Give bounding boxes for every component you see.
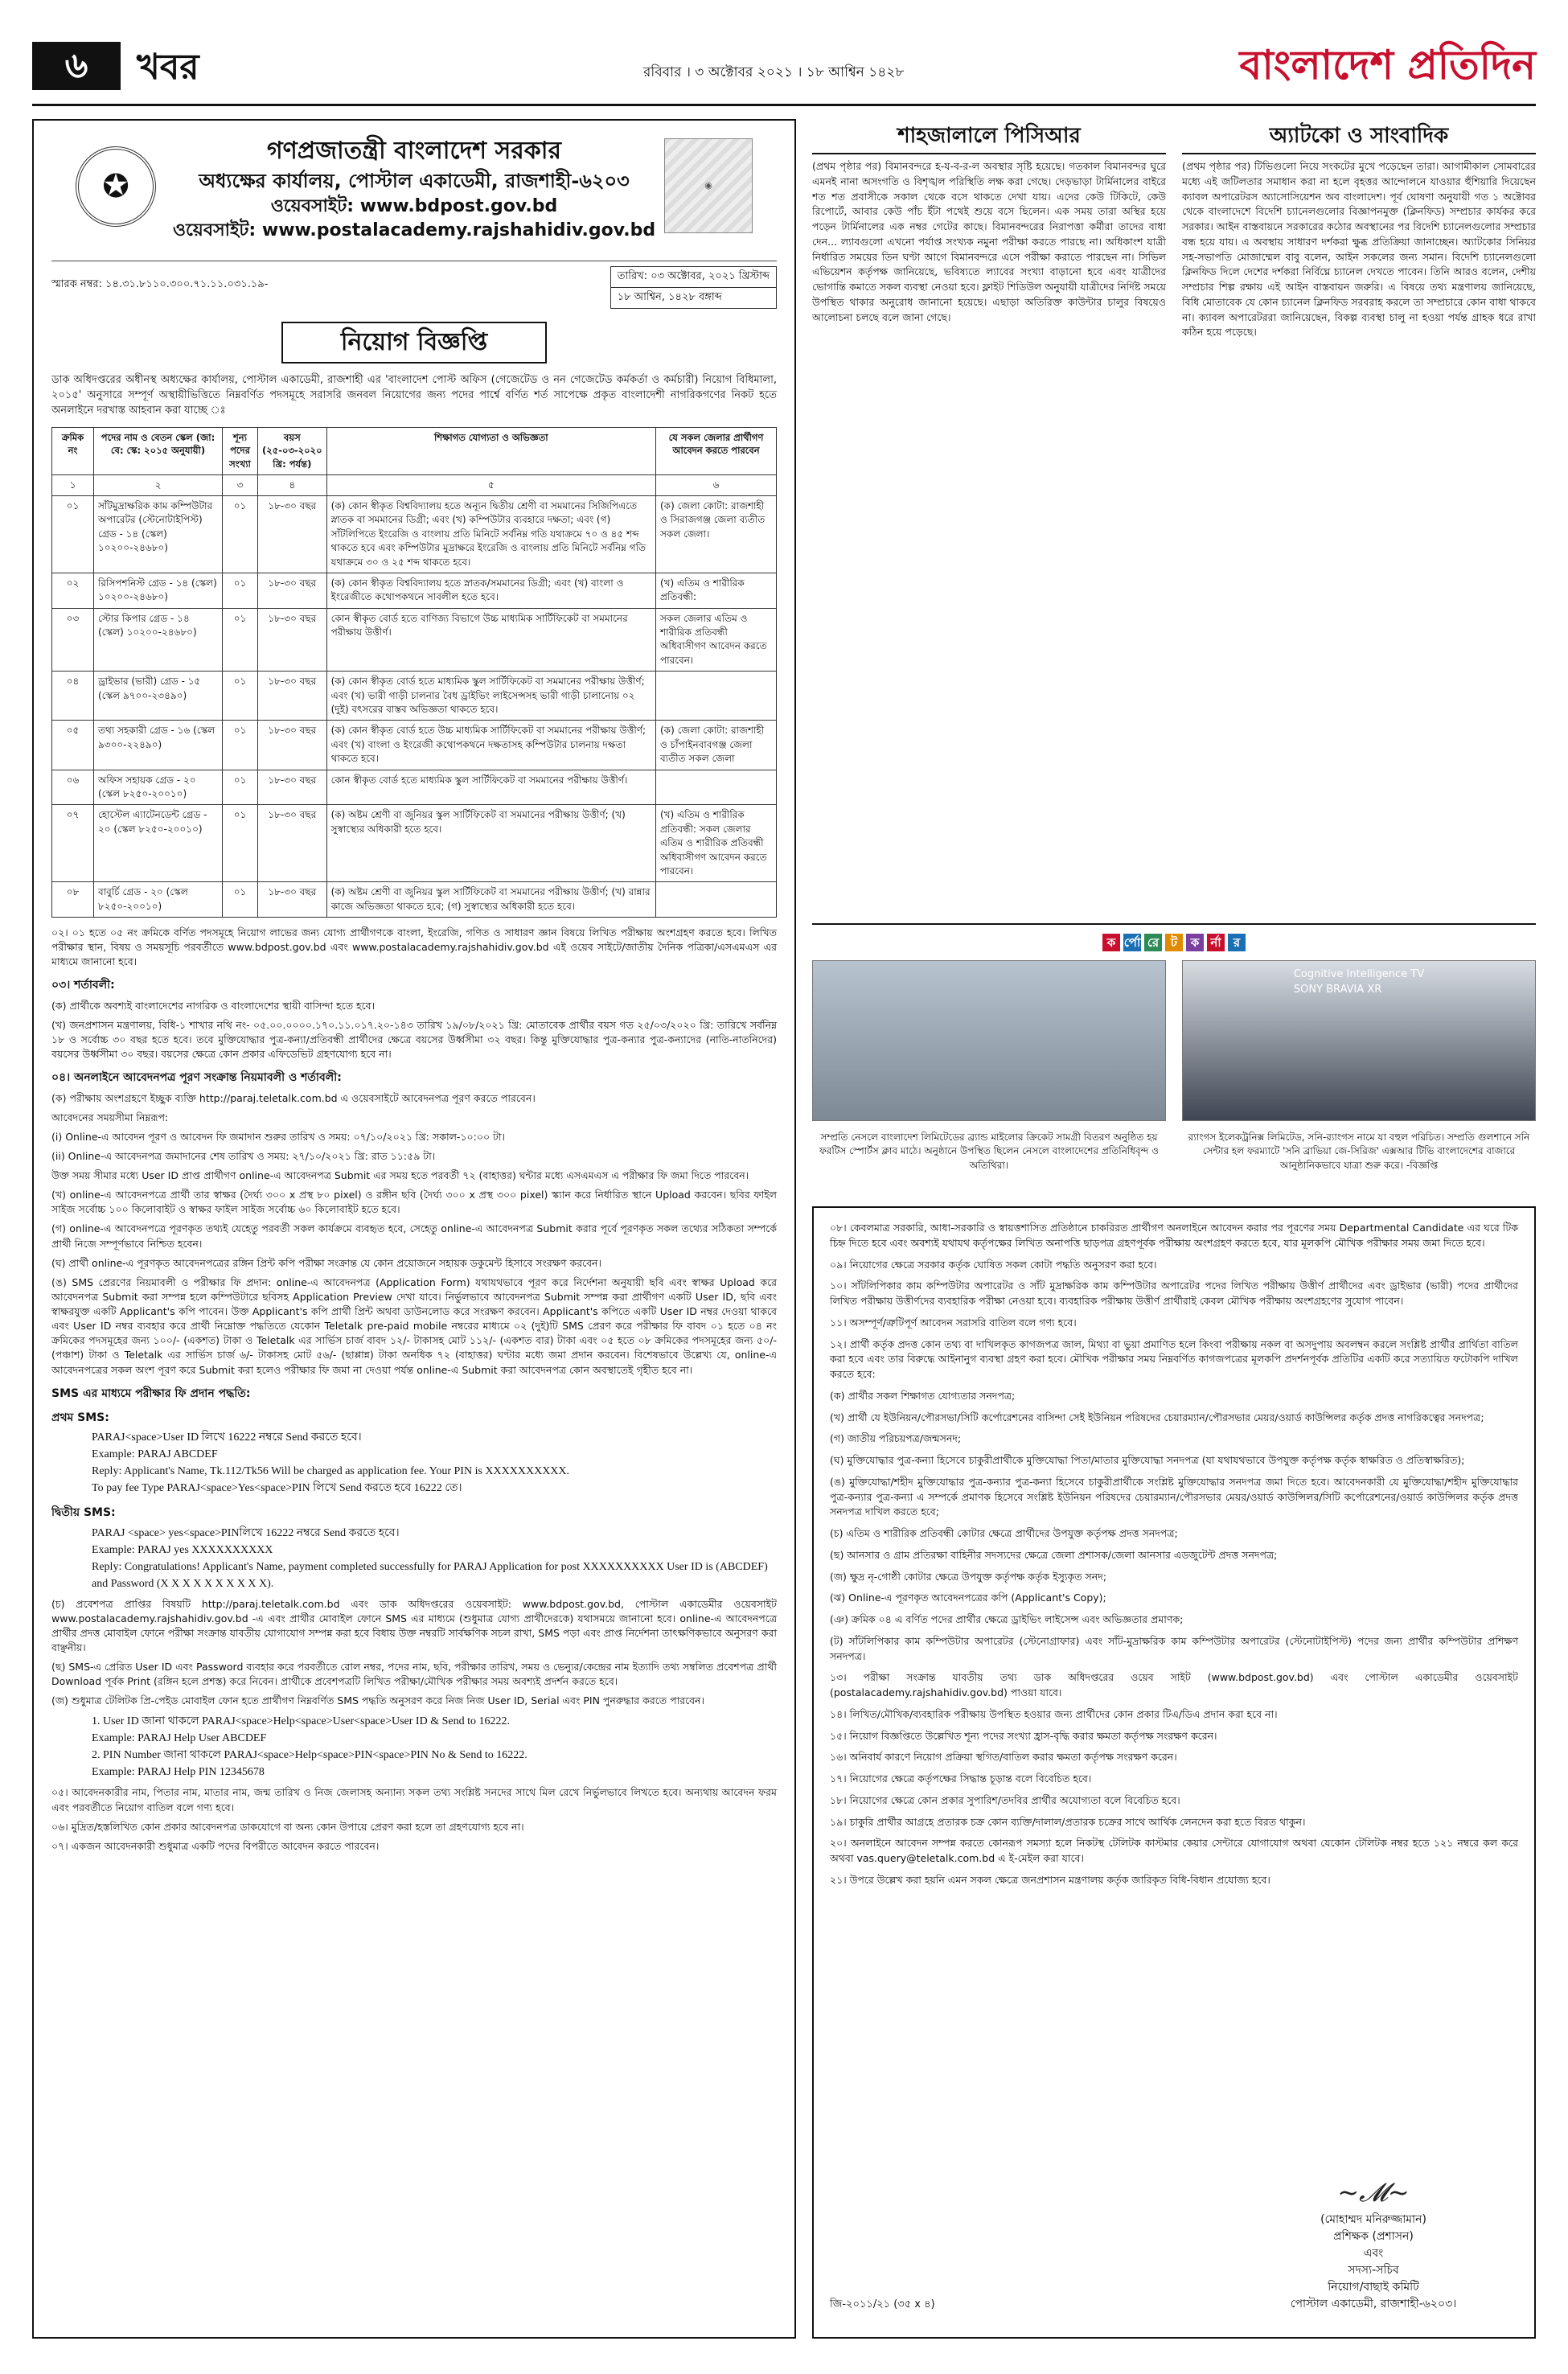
term-item: ১৬। অনিবার্য কারণে নিয়োগ প্রক্রিয়া স্থগিত/বাতিল করার ক্ষমতা কর্তৃপক্ষ সংরক্ষণ করেন।: [830, 1751, 1177, 1764]
term-item: ১৮। নিয়োগের ক্ষেত্রে কোন প্রকার সুপারিশ/তদবির প্রার্থীর অযোগ্যতা বলে বিবেচিত হবে।: [830, 1793, 1180, 1806]
recover-line: 2. PIN Number জানা থাকলে PARAJ<space>Help<space>PIN<space>PIN No & Send to 16222.: [92, 1749, 527, 1762]
table-cell-age: ১৮-৩০ বছর: [258, 882, 327, 918]
mujib-portrait-icon: ◉: [664, 138, 753, 233]
date-gregorian: ০৩ অক্টোবর, ২০২১ খ্রিস্টাব্দ: [651, 270, 770, 282]
sms-second-line: Example: PARAJ yes XXXXXXXXXX: [92, 1543, 273, 1556]
corporate-corner-letter: রে: [1144, 934, 1162, 951]
table-cell-count: ০১: [223, 573, 258, 608]
sms-first-line: PARAJ<space>User ID লিখে 16222 নম্বরে Send করতে হবে।: [92, 1431, 362, 1444]
term-item: ২১। উপরে উল্লেখ করা হয়নি এমন সকল ক্ষেত্রে জনপ্রশাসন মন্ত্রণালয় কর্তৃক জারিকৃত বিধি-বিধান প্রযোজ্য হবে।: [830, 1873, 1270, 1886]
para-04-c: (গ) online-এ আবেদনপত্রে পূরণকৃত তথ্যই যেহেতু পরবর্তী সকল কার্যক্রমে ব্যবহৃত হবে, সেহেতু online-এ আবেদনপত্র Submit করার পূর্বে পূরণকৃত সকল তথ্যের সঠিকতা সম্পর্কে প্রার্থী নিজে সম্পূর্ণভাবে নিশ্চিত হবেন।: [51, 1222, 777, 1250]
col-serial: ক্রমিক নং: [52, 427, 94, 474]
col-number: ৬: [656, 474, 777, 495]
notice-title: নিয়োগ বিজ্ঞপ্তি: [281, 322, 547, 363]
para-04-g: (ছ) SMS-এ প্রেরিত User ID এবং Password ব্যবহার করে পরবর্তীতে রোল নম্বর, পদের নাম, ছবি, পরীক্ষার তারিখ, সময় ও ভেন্যুর/কেন্দ্রের নাম ইত্যাদি তথ্য সম্বলিত প্রবেশপত্র প্রার্থী Download পূর্বক Print (রঙ্গিন হলে প্রশস্ত) করে নিবেন। প্রার্থীকে প্রবেশপত্রটি লিখিত পরীক্ষা/মৌখিক পরীক্ষার সময় অবশ্যই প্রদর্শন করতে হবে।: [51, 1661, 777, 1688]
government-seal-icon: ✪: [76, 146, 156, 227]
para-03-a: (ক) প্রার্থীকে অবশ্যই বাংলাদেশের নাগরিক ও বাংলাদেশের স্থায়ী বাসিন্দা হতে হবে।: [51, 999, 376, 1012]
signer-title: প্রশিক্ষক (প্রশাসন): [1333, 2230, 1414, 2243]
table-row: [52, 721, 777, 770]
para-04-a: (ক) পরীক্ষায় অংশগ্রহণে ইচ্ছুক ব্যক্তি http://paraj.teletalk.com.bd এ ওয়েবসাইটে আবেদনপত্র পূরণ করতে পারবেন।: [51, 1091, 536, 1104]
sms-second-line: Reply: Congratulations! Applicant's Name, payment completed successfully for PARAJ Application for post XXXXXXXXXX User ID is (ABCDEF) and Password (X X X X X X X X X X).: [92, 1560, 768, 1590]
news-column-atco: [1182, 119, 1536, 915]
photo-banner-text: Cognitive Intelligence TV: [1293, 968, 1425, 980]
photo-caption: সম্প্রতি নেসলে বাংলাদেশ লিমিটেডের ব্র্যান্ড মাইলোর ক্রিকেট সামগ্রী বিতরণ অনুষ্ঠিত হয় ফরটিস স্পোর্টস ক্লাব মাঠে। অনুষ্ঠানে উপস্থিত ছিলেন নেসলে বাংলাদেশের প্রতিনিধিবৃন্দ ও অতিথিরা।: [819, 1132, 1159, 1171]
table-cell-qual: (ক) কোন স্বীকৃত বোর্ড হতে মাধ্যমিক স্কুল সার্টিফিকেট বা সমমানের পরীক্ষায় উত্তীর্ণ; এবং (খ) ভারী গাড়ী চালনার বৈধ ড্রাইভিং লাইসেন্সসহ ভারী গাড়ী চালানোয় ০২ (দুই) বৎসরের বাস্তব অভিজ্ঞতা থাকতে হবে।: [326, 672, 655, 721]
notice-terms-continued: [812, 1206, 1536, 2339]
table-cell-post: স্টোর কিপার গ্রেড - ১৪ (স্কেল) ১০২০০-২৪৬৮০): [94, 608, 223, 672]
para-03-heading: ০৩। শর্তাবলী:: [51, 979, 115, 992]
table-cell-sl: ০৫: [52, 721, 94, 770]
signature-block: [1245, 2173, 1502, 2313]
para-04-heading: ০৪। অনলাইনে আবেদনপত্র পূরণ সংক্রান্ত নিয়মাবলী ও শর্তাবলী:: [51, 1071, 342, 1085]
posts-table: [51, 427, 777, 918]
office-name: অধ্যক্ষের কার্যালয়, পোস্টাল একাডেমী, রাজশাহী-৬২০৩: [199, 170, 630, 192]
corporate-corner-letter: র্পো: [1123, 935, 1141, 950]
signature-icon: ~𝓜~: [1337, 2177, 1410, 2208]
corporate-corner: [812, 923, 1536, 1197]
table-cell-count: ০১: [223, 805, 258, 882]
term-item: (জ) ক্ষুদ্র নৃ-গোষ্ঠী কোটার ক্ষেত্রে উপযুক্ত কর্তৃপক্ষ কর্তৃক ইস্যুকৃত সনদ;: [830, 1570, 1107, 1583]
table-row: [52, 770, 777, 805]
table-cell-district: (ক) জেলা কোটা: রাজশাহী ও সিরাজগঞ্জ জেলা ব্যতীত সকল জেলা।: [656, 495, 777, 573]
sms-first-heading: প্রথম SMS:: [51, 1411, 109, 1424]
recruitment-notice: [32, 119, 796, 2339]
recover-line: 1. User ID জানা থাকলে PARAJ<space>Help<space>User<space>User ID & Send to 16222.: [92, 1715, 510, 1728]
news-column-pcr: [812, 119, 1166, 915]
term-item: ০৮। কেবলমাত্র সরকারি, আধা-সরকারি ও স্বায়ত্তশাসিত প্রতিষ্ঠানে চাকরিরত প্রার্থীগণ অনলাইনে আবেদন করার পর পূরণের সময় Departmental Candidate এর ঘরে টিক চিহ্ন দিতে হবে এবং অবশ্যই যথাযথ কর্তৃপক্ষের লিখিত অনাপত্তি ছাড়পত্র গ্রহণপূর্বক পরীক্ষায় অংশগ্রহণ করতে হবে, যার মূলকপি মৌখিক পরীক্ষার সময় জমা দিতে হবে।: [830, 1222, 1518, 1249]
sms-second-line: PARAJ <space> yes<space>PINলিখে 16222 নম্বরে Send করতে হবে।: [92, 1526, 400, 1539]
corporate-corner-letter: র্না: [1207, 934, 1225, 951]
table-row: [52, 805, 777, 882]
table-cell-count: ০১: [223, 721, 258, 770]
photo-nestle-event: [812, 960, 1166, 1121]
gd-number: জি-২০১১/২১ (৩৫ x ৪): [830, 2298, 935, 2311]
term-item: (ছ) আনসার ও গ্রাম প্রতিরক্ষা বাহিনীর সদস্যদের ক্ষেত্রে জেলা প্রশাসক/জেলা আনসার এডজুটেন্ট প্রদত্ত সনদপত্র;: [830, 1548, 1278, 1561]
col-district: যে সকল জেলার প্রার্থীগণ আবেদন করতে পারবেন: [656, 427, 777, 474]
news-body: (প্রথম পৃষ্ঠার পর) বিমানবন্দরে হ-য-ব-র-ল অবস্থার সৃষ্টি হয়েছে। গতকাল বিমানবন্দর ঘুরে এমনই নানা অসংগতি ও বিশৃঙ্খল পরিস্থিতি লক্ষ করা গেছে। দেড়ভাড়া টার্মিনালের বাইরে শত শত প্রবাসীকে সকাল থেকে বসে থাকতে দেখা যায়। এদের কেউ টিকিটে, কেউ রিপোর্টে, আবার কেউ পাঁচ ইঁটা পথেই শুয়ে বসে ছিলেন। এক সময় তারা অস্থির হয়ে পড়েন টার্মিনালের এক নম্বর গেটের কাছে। বিমানবন্দরের নিরাপত্তা কর্মীরা তাদের বাধা দেন... ল্যাবগুলো এখনো পর্যাপ্ত সংখ্যক নমুনা পরীক্ষা করতে পারছে না। অধিকাংশ যাত্রী নির্ধারিত সময়ের তিন ঘণ্টা আগে বিমানবন্দরে এসে পরীক্ষা করাতে পারছেন না। সিভিল এভিয়েশন কর্তৃপক্ষ জানিয়েছে, ভবিষ্যতে ল্যাবের সংখ্যা বাড়ানো হবে এবং যাত্রীদের ভোগান্তি কমাতে সকল ব্যবস্থা নেওয়া হবে। ফ্লাইট শিডিউল অনুযায়ী যাত্রীদের নির্দিষ্ট সময়ে উপস্থিত থাকার অনুরোধ জানানো হয়েছে। এছাড়া অতিরিক্ত কাউন্টার চালুর বিষয়েও আলোচনা চলছে বলে জানা গেছে।: [812, 160, 1166, 323]
recover-line: Example: PARAJ Help User ABCDEF: [92, 1732, 267, 1745]
photo-brand-text: SONY BRAVIA XR: [1293, 983, 1382, 996]
table-cell-count: ০১: [223, 672, 258, 721]
col-qualification: শিক্ষাগত যোগ্যতা ও অভিজ্ঞতা: [326, 427, 655, 474]
term-item: ১৪। লিখিত/মৌখিক/ব্যবহারিক পরীক্ষায় উপস্থিত হওয়ার জন্য প্রার্থীদের কোন প্রকার টিএ/ডিএ প্রদান করা হবে না।: [830, 1707, 1278, 1720]
sms-heading: SMS এর মাধ্যমে পরীক্ষার ফি প্রদান পদ্ধতি:: [51, 1386, 251, 1400]
date-bengali: ১৮ আশ্বিন, ১৪২৮ বঙ্গাব্দ: [617, 290, 722, 303]
sms-first-line: Example: PARAJ ABCDEF: [92, 1448, 218, 1461]
term-item: ২০। অনলাইনে আবেদন সম্পন্ন করতে কোনরূপ সমস্যা হলে নিকটস্থ টেলিটক কাস্টমার কেয়ার সেন্টারে যোগাযোগ অথবা যেকোন টেলিটক নম্বর হতে ১২১ নম্বরে কল করে অথবা vas.query@teletalk.com.bd এ ই-মেইল করা যাবে।: [830, 1837, 1518, 1864]
table-cell-sl: ০৩: [52, 608, 94, 672]
recover-line: Example: PARAJ Help PIN 12345678: [92, 1766, 265, 1779]
para-04-b: (খ) online-এ আবেদনপত্রে প্রার্থী তার স্বাক্ষর (দৈর্ঘ্য ৩০০ x প্রস্থ ৮০ pixel) ও রঙ্গীন ছবি (দৈর্ঘ্য ৩০০ x প্রস্থ ৩০০ pixel) স্ক্যান করে নির্ধারিত স্থানে Upload করবেন। ছবির ফাইল সাইজ সর্বোচ্চ ১০০ কিলোবাইট ও স্বাক্ষর ফাইল সাইজ সর্বোচ্চ ৬০ কিলোবাইট হতে হবে।: [51, 1189, 777, 1216]
table-cell-district: সকল জেলার এতিম ও শারীরিক প্রতিবন্ধী অধিবাসীগণ আবেদন করতে পারবেন।: [656, 608, 777, 672]
section-name: খবর: [137, 47, 199, 88]
application-start: (i) Online-এ আবেদন পূরণ ও আবেদন ফি জমাদান শুরুর তারিখ ও সময়: ০৭/১০/২০২১ খ্রি: সকাল-১০:০০ টা।: [51, 1130, 505, 1143]
term-item: (ঙ) মুক্তিযোদ্ধা/শহীদ মুক্তিযোদ্ধার পুত্র-কন্যার পুত্র-কন্যা হিসেবে চাকুরীপ্রার্থীকে সংশ্লিষ্ট মুক্তিযোদ্ধার সনদপত্র জমা দিতে হবে। আবেদনকারী যে মুক্তিযোদ্ধা/শহীদ মুক্তিযোদ্ধার পুত্র-কন্যার পুত্র-কন্যা এ সম্পর্কে প্রমাণক হিসেবে সংশ্লিষ্ট ইউনিয়ন পরিষদের চেয়ারম্যান/পৌরসভার মেয়র/ওয়ার্ড কাউন্সিলর/সিটি কর্পোরেশনের/ওয়ার্ড কাউন্সিলর কর্তৃক প্রদত্ত সনদপত্র দাখিল করতে হবে;: [830, 1475, 1518, 1518]
table-row: [52, 882, 777, 918]
table-cell-district: (ক) জেলা কোটা: রাজশাহী ও চাঁপাইনবাবগঞ্জ জেলা ব্যতীত সকল জেলা: [656, 721, 777, 770]
table-cell-age: ১৮-৩০ বছর: [258, 495, 327, 573]
photo-sony-launch: [1182, 960, 1536, 1121]
table-cell-sl: ০৭: [52, 805, 94, 882]
col-number: ৫: [326, 474, 655, 495]
table-cell-post: বাবুর্চি গ্রেড - ২০ (স্কেল ৮২৫০-২০০১০): [94, 882, 223, 918]
table-cell-post: সাঁটমুদ্রাক্ষরিক কাম কম্পিউটার অপারেটর (স্টেনোটাইপিস্ট) গ্রেড - ১৪ (স্কেল) ১০২০০-২৪৬৮০): [94, 495, 223, 573]
sms-first-line: Reply: Applicant's Name, Tk.112/Tk56 Will be charged as application fee. Your PIN is XXXXXXXXXX.: [92, 1465, 570, 1478]
newspaper-logo: বাংলাদেশ প্রতিদিন: [1239, 41, 1536, 88]
table-cell-age: ১৮-৩০ বছর: [258, 721, 327, 770]
term-item: (ট) সাঁটলিপিকার কাম কম্পিউটার অপারেটর (স্টেনোগ্রাফার) এবং সাঁট-মুদ্রাক্ষরিক কাম কম্পিউটার অপারেটর (স্টেনোটাইপিস্ট) পদের জন্য প্রার্থীর কম্পিউটার প্রশিক্ষণ সনদপত্র।: [830, 1634, 1518, 1662]
col-number: ১: [52, 474, 94, 495]
table-cell-sl: ০২: [52, 573, 94, 608]
table-cell-sl: ০৮: [52, 882, 94, 918]
table-cell-qual: (ক) কোন স্বীকৃত বিশ্ববিদ্যালয় হতে অন্যূন দ্বিতীয় শ্রেণী বা সমমানের সিজিপিএতে স্নাতক বা সমমানের ডিগ্রী; এবং (খ) কম্পিউটার ব্যবহারে দক্ষতা; এবং (গ) সাঁটলিপিতে ইংরেজি ও বাংলায় প্রতি মিনিটে সর্বনিম্ন গতি যথাক্রমে ৭০ ও ৪৫ শব্দ থাকতে হবে এবং কম্পিউটার মুদ্রাক্ষরে ইংরেজি ও বাংলায় প্রতি মিনিটে সর্বনিম্ন গতি যথাক্রমে ৩০ ও ২৫ শব্দ থাকতে হবে।: [326, 495, 655, 573]
table-cell-sl: ০৬: [52, 770, 94, 805]
para-02: ০২। ০১ হতে ০৫ নং ক্রমিকে বর্ণিত পদসমূহে নিয়োগ লাভের জন্য যোগ্য প্রার্থীগণকে বাংলা, ইংরেজি, গণিত ও সাধারণ জ্ঞান বিষয়ে লিখিত পরীক্ষায় অংশগ্রহণ করতে হবে। লিখিত পরীক্ষার স্থান, বিষয় ও সময়সূচি পরবর্তীতে www.bdpost.gov.bd এবং www.postalacademy.rajshahidiv.gov.bd এই ওয়েব সাইটে/জাতীয় দৈনিক পত্রিকা/এসএমএস এর মাধ্যমে জানানো হবে।: [51, 926, 777, 968]
table-cell-post: রিসিপশনিস্ট গ্রেড - ১৪ (স্কেল) ১০২০০-২৪৬৮০): [94, 573, 223, 608]
term-item: ১৭। নিয়োগের ক্ষেত্রে কর্তৃপক্ষের সিদ্ধান্ত চূড়ান্ত বলে বিবেচিত হবে।: [830, 1772, 1092, 1785]
term-item: (ঝ) Online-এ পূরণকৃত আবেদনপত্রের কপি (Applicant's Copy);: [830, 1592, 1106, 1604]
publication-date: রবিবার । ৩ অক্টোবর ২০২১ । ১৮ আশ্বিন ১৪২৮: [643, 64, 905, 80]
corporate-corner-letter: ক: [1102, 934, 1120, 951]
table-cell-count: ০১: [223, 882, 258, 918]
col-post: পদের নাম ও বেতন স্কেল (জা: বে: স্কে: ২০১৫ অনুযায়ী): [94, 427, 223, 474]
table-row: [52, 608, 777, 672]
sms-first-line: To pay fee Type PARAJ<space>Yes<space>PIN লিখে Send করতে হবে 16222 তে।: [92, 1482, 462, 1495]
memo-number: স্মারক নম্বর: ১৪.৩১.৮১১০.৩০০.৭১.১১.০৩১.১৯-: [51, 278, 269, 290]
photo-caption: র‍্যাংগস ইলেকট্রনিক্স লিমিটেড, সনি-র‍্যাংগস নামে যা বহুল পরিচিত। সম্প্রতি গুলশানে সনি সেন্টার হল ফরম্যাটে 'সনি ব্রাভিয়া জে-সিরিজ' এক্সআর টিভি বাংলাদেশের বাজারে আনুষ্ঠানিকভাবে যাত্রা শুরু করে। -বিজ্ঞপ্তি: [1188, 1132, 1530, 1171]
application-end: (ii) Online-এ আবেদনপত্র জমাদানের শেষ তারিখ ও সময়: ২৭/১০/২০২১ খ্রি: রাত ১১:৫৯ টা।: [51, 1149, 436, 1162]
para-03-b: (খ) জনপ্রশাসন মন্ত্রণালয়, বিধি-১ শাখার নথি নং- ০৫.০০.০০০০.১৭০.১১.০১৭.২০-১৪৩ তারিখ ১৯/০৮/২০২১ খ্রি: মোতাবেক প্রার্থীর বয়স গত ২৫/০৩/২০২০ খ্রি: তারিখে সর্বনিম্ন ১৮ ও সর্বোচ্চ ৩০ বছর হতে হবে। তবে মুক্তিযোদ্ধার পুত্র-কন্যা/প্রতিবন্ধী প্রার্থীদের ক্ষেত্রে বয়সের উর্ধ্বসীমা ৩২ বছর। কিন্তু মুক্তিযোদ্ধার পুত্র-কন্যার পুত্র-কন্যাদের (নাতি-নাতনিদের) বয়সের উর্ধ্বসীমা ৩০ বছর। বয়সের ক্ষেত্রে কোন প্রকার এফিডেভিট গ্রহণযোগ্য হবে না।: [51, 1018, 777, 1061]
para-04-d: (ঘ) প্রার্থী online-এ পূরণকৃত আবেদনপত্রের রঙ্গিন প্রিন্ট কপি পরীক্ষা সংক্রান্ত যে কোন প্রয়োজনে সহায়ক ডকুমেন্ট হিসাবে সংরক্ষণ করবেন।: [51, 1256, 601, 1269]
table-cell-post: তথ্য সহকারী গ্রেড - ১৬ (স্কেল ৯৩০০-২২৪৯০): [94, 721, 223, 770]
term-item: (গ) জাতীয় পরিচয়পত্র/জন্মসনদ;: [830, 1432, 962, 1445]
table-cell-district: [656, 672, 777, 721]
para-04-f: (চ) প্রবেশপত্র প্রাপ্তির বিষয়টি http://paraj.teletalk.com.bd এবং ডাক অধিদপ্তরের ওয়েবসাইট: www.bdpost.gov.bd, পোস্টাল একাডেমীর ওয়েবসাইট www.postalacademy.rajshahidiv.gov.bd -এ এবং প্রার্থীর মোবাইল ফোনে SMS এর মাধ্যমে (শুধুমাত্র যোগ্য প্রার্থীদেরকে) যথাসময়ে জানানো হবে। online-এ আবেদনপত্রে প্রার্থীর প্রদত্ত মোবাইল ফোনে পরীক্ষা সংক্রান্ত যাবতীয় যোগাযোগ সম্পন্ন করা হবে বিধায় উক্ত নম্বরটি সার্বক্ষণিক সচল রাখা, SMS পড়া এবং প্রাপ্ত নির্দেশনা তাৎক্ষণিকভাবে অনুসরণ করা বাঞ্ছনীয়।: [51, 1597, 777, 1653]
table-cell-post: অফিস সহায়ক গ্রেড - ২০ (স্কেল ৮২৫০-২০০১০): [94, 770, 223, 805]
para-04-e: (ঙ) SMS প্রেরণের নিয়মাবলী ও পরীক্ষার ফি প্রদান: online-এ আবেদনপত্র (Application Form) যথাযথভাবে পূরণ করে নির্দেশনা অনুযায়ী ছবি এবং স্বাক্ষর Upload করে আবেদনপত্র Submit করা সম্পন্ন হলে কম্পিউটারে ছবিসহ Application Preview দেখা যাবে। নির্ভুলভাবে আবেদনপত্র Submit সম্পন্ন করা প্রার্থীগণ একটি User ID, ছবি এবং স্বাক্ষরযুক্ত একটি Applicant's কপি পাবেন। উক্ত Applicant's কপি প্রার্থী প্রিন্ট অথবা ডাউনলোড করে সংরক্ষণ করবেন। Applicant's কপিতে একটি User ID নম্বর দেওয়া থাকবে এবং User ID নম্বর ব্যবহার করে প্রার্থী নিম্নোক্ত পদ্ধতিতে যেকোন Teletalk pre-paid mobile নম্বরের মাধ্যমে ০২ (দুই)টি SMS প্রেরণ করে পরীক্ষার ফি বাবদ ০১ হতে ০৪ নং ক্রমিকের পদসমূহের জন্য ১০০/- (একশত) টাকা ও Teletalk এর সার্ভিস চার্জ বাবদ ১২/- টাকাসহ মোট ১১২/- (একশত বার) টাকা এবং ০৫ হতে ০৮ ক্রমিকের পদসমূহের জন্য ৫০/- (পঞ্চাশ) টাকা ও Teletalk এর সার্ভিস চার্জ ৬/- টাকাসহ মোট ৫৬/- (ছাপ্পান্ন) টাকা অনধিক ৭২ (বাহাত্তর) ঘণ্টার মধ্যে জমা প্রদান করবেন। বিশেষভাবে উল্লেখ্য যে, online-এ আবেদনপত্রের সকল অংশ পূরণ করে Submit করা হলেও পরীক্ষার ফি জমা না দেওয়া পর্যন্ত online-এ Submit করা আবেদনপত্র কোন অবস্থাতেই গৃহীত হবে না।: [51, 1275, 777, 1376]
table-cell-district: (খ) এতিম ও শারীরিক প্রতিবন্ধী:: [656, 573, 777, 608]
signer-title: সদস্য-সচিব: [1348, 2264, 1399, 2277]
col-count: শূন্য পদের সংখ্যা: [223, 427, 258, 474]
col-number: ২: [94, 474, 223, 495]
masthead: [32, 32, 1536, 106]
term-item: ১৫। নিয়োগ বিজ্ঞপ্তিতে উল্লেখিত শূন্য পদের সংখ্যা হ্রাস-বৃদ্ধি করার ক্ষমতা কর্তৃপক্ষ সংরক্ষণ করেন।: [830, 1729, 1217, 1742]
col-number: ৩: [223, 474, 258, 495]
signer-and: এবং: [1363, 2247, 1384, 2260]
term-item: ১৩। পরীক্ষা সংক্রান্ত যাবতীয় তথ্য ডাক অধিদপ্তরের ওয়েব সাইট (www.bdpost.gov.bd) এবং পোস্টাল একাডেমীর ওয়েবসাইট (postalacademy.rajshahidiv.gov.bd) পাওয়া যাবে।: [830, 1671, 1518, 1698]
term-item: (চ) এতিম ও শারীরিক প্রতিবন্ধী কোটার ক্ষেত্রে প্রার্থীদের উপযুক্ত কর্তৃপক্ষ প্রদত্ত সনদপত্র;: [830, 1527, 1178, 1539]
corporate-corner-letter: ক: [1186, 934, 1204, 951]
sms-second-heading: দ্বিতীয় SMS:: [51, 1506, 116, 1520]
website-primary: ওয়েবসাইট: www.bdpost.gov.bd: [270, 196, 558, 216]
table-cell-qual: (ক) কোন স্বীকৃত বোর্ড হতে উচ্চ মাধ্যমিক সার্টিফিকেট বা সমমানের পরীক্ষায় উত্তীর্ণ; এবং (খ) বাংলা ও ইংরেজী কথোপকথনে দক্ষতাসহ কম্পিউটার চালনায় দক্ষতা থাকতে হবে।: [326, 721, 655, 770]
table-row: [52, 573, 777, 608]
table-cell-qual: (ক) অষ্টম শ্রেণী বা জুনিয়র স্কুল সার্টিফিকেট বা সমমানের পরীক্ষায় উত্তীর্ণ; (খ) সুস্বাস্থ্যের অধিকারী হতে হবে।: [326, 805, 655, 882]
table-cell-sl: ০১: [52, 495, 94, 573]
table-row: [52, 495, 777, 573]
table-cell-age: ১৮-৩০ বছর: [258, 672, 327, 721]
news-body: (প্রথম পৃষ্ঠার পর) টিভিগুলো নিয়ে সংকটের মুখে পড়েছেন তারা। আগামীকাল সোমবারের মধ্যে এই জটিলতার সমাধান করা না হলে বৃহত্তর আন্দোলনে যাওয়ার হুঁশিয়ারি দিয়েছেন ক্যাবল অপারেটরস অ্যাসোসিয়েশন অব বাংলাদেশ। পূর্ব ঘোষণা অনুযায়ী গত ১ অক্টোবর থেকে বাংলাদেশে বিদেশি চ্যানেলগুলোর বিজ্ঞাপনমুক্ত (ক্লিনফিড) সম্প্রচার কার্যকর করে সরকার। আইন বাস্তবায়নে সরকারের কঠোর অবস্থানের পর বিদেশি চ্যানেলগুলোর সম্প্রচার বন্ধ হয়ে যায়। এ অবস্থায় সাধারণ দর্শকরা ক্ষুব্ধ প্রতিক্রিয়া জানাচ্ছেন। অ্যাটকোর সিনিয়র সহ-সভাপতি মোজাম্মেল বাবু বলেন, আইন সকলের জন্য সমান। বিদেশি চ্যানেলগুলো ক্লিনফিড দিলে দেশের দর্শকরা নির্বিঘ্নে চ্যানেল দেখতে পাবেন। তিনি আরও বলেন, দেশীয় সম্প্রচার শিল্প রক্ষায় এই আইন বাস্তবায়ন জরুরি। এ বিষয়ে তথ্য মন্ত্রণালয় জানিয়েছে, বিধি মোতাবেক যে কোন চ্যানেল ক্লিনফিড সরবরাহ করলে তা সম্প্রচারে কোন বাধা থাকবে না। ক্যাবল অপারেটররা জানিয়েছেন, বিকল্প ব্যবস্থা চালু না হওয়া পর্যন্ত গ্রাহক ধরে রাখা কঠিন হয়ে পড়েছে।: [1182, 160, 1536, 339]
corporate-corner-letter: ট: [1165, 934, 1183, 951]
table-cell-qual: কোন স্বীকৃত বোর্ড হতে মাধ্যমিক স্কুল সার্টিফিকেট বা সমমানের পরীক্ষায় উত্তীর্ণ।: [326, 770, 655, 805]
table-cell-sl: ০৪: [52, 672, 94, 721]
term-item: ১৯। চাকুরি প্রার্থীর আগ্রহে প্রতারক চক্র কোন ব্যক্তি/দালাল/প্রতারক চক্রের সাথে আর্থিক লেনদেন করা হতে বিরত থাকুন।: [830, 1815, 1306, 1828]
table-cell-post: ড্রাইভার (ভারী) গ্রেড - ১৫ (স্কেল ৯৭০০-২৩৪৯০): [94, 672, 223, 721]
table-cell-age: ১৮-৩০ বছর: [258, 770, 327, 805]
date-label: তারিখ:: [617, 270, 648, 282]
table-cell-district: [656, 882, 777, 918]
signer-title: নিয়োগ/বাছাই কমিটি: [1328, 2281, 1419, 2294]
table-cell-district: [656, 770, 777, 805]
col-number: ৪: [258, 474, 327, 495]
page-number: ৬: [32, 42, 121, 90]
term-item: ১১। অসম্পূর্ণ/ত্রুটিপূর্ণ আবেদন সরাসরি বাতিল বলে গণ্য হবে।: [830, 1316, 1077, 1329]
table-cell-age: ১৮-৩০ বছর: [258, 608, 327, 672]
corporate-corner-label: [812, 925, 1536, 957]
user-id-note: উক্ত সময় সীমার মধ্যে User ID প্রাপ্ত প্রার্থীগণ online-এ আবেদনপত্র Submit এর সময় হতে পরবর্তী ৭২ (বাহাত্তর) ঘন্টার মধ্যে এসএমএস এ পরীক্ষার ফি জমা দিতে পারবেন।: [51, 1169, 749, 1182]
news-area: [812, 119, 1536, 1197]
para-06: ০৬। মুদ্রিত/হস্তলিখিত কোন প্রকার আবেদনপত্র ডাকযোগে বা অন্য কোন উপায়ে প্রেরণ করা হলে তা গ্রহণযোগ্য হবে না।: [51, 1820, 524, 1833]
term-item: ১০। সাঁটলিপিকার কাম কম্পিউটার অপারেটর ও সাঁট মুদ্রাক্ষরিক কাম কম্পিউটার অপারেটর পদের লিখিত পরীক্ষায় উত্তীর্ণ প্রার্থীদের এবং ড্রাইভার (ভারী) পদের প্রার্থীদের লিখিত পরীক্ষায় উত্তীর্ণদের ব্যবহারিক পরীক্ষা নেওয়া হবে। ব্যবহারিক পরীক্ষায় উত্তীর্ণ প্রার্থীরাই কেবল মৌখিক পরীক্ষায় অংশগ্রহণের সুযোগ পাবেন।: [830, 1279, 1518, 1307]
table-cell-district: (খ) এতিম ও শারীরিক প্রতিবন্ধী: সকল জেলার এতিম ও শারীরিক প্রতিবন্ধী অধিবাসীগণ আবেদন করতে পারবেন।: [656, 805, 777, 882]
term-item: (ক) প্রার্থীর সকল শিক্ষাগত যোগ্যতার সনদপত্র;: [830, 1389, 1016, 1402]
table-cell-qual: (ক) অষ্টম শ্রেণী বা জুনিয়র স্কুল সার্টিফিকেট বা সমমানের পরীক্ষায় উত্তীর্ণ; (খ) রান্নার কাজে অভিজ্ঞতা থাকতে হবে; (গ) সুস্বাস্থ্যের অধিকারী হতে হবে।: [326, 882, 655, 918]
notice-intro: ডাক অধিদপ্তরের অধীনস্থ অধ্যক্ষের কার্যালয়, পোস্টাল একাডেমী, রাজশাহী এর 'বাংলাদেশ পোস্ট অফিস (গেজেটেড ও নন গেজেটেড কর্মকর্তা ও কর্মচারী) নিয়োগ বিধিমালা, ২০১৫' অনুসারে সম্পূর্ণ অস্থায়ীভিত্তিতে নিম্নবর্ণিত পদসমূহে সরাসরি জনবল নিয়োগের জন্য পদের পার্শ্বে বর্ণিত শর্ত সাপেক্ষে প্রকৃত বাংলাদেশী নাগরিকগণের নিকট হতে অনলাইনে দরখাস্ত আহবান করা যাচ্ছে ঃ: [51, 374, 777, 417]
reference-row: [51, 261, 777, 317]
table-row: [52, 672, 777, 721]
government-title: গণপ্রজাতন্ত্রী বাংলাদেশ সরকার: [267, 137, 561, 165]
table-cell-qual: (ক) কোন স্বীকৃত বিশ্ববিদ্যালয় হতে স্নাতক/সমমানের ডিগ্রী; এবং (খ) বাংলা ও ইংরেজীতে কথোপকথনে সাবলীল হতে হবে।: [326, 573, 655, 608]
news-headline: অ্যাটকো ও সাংবাদিক: [1182, 119, 1536, 154]
table-cell-count: ০১: [223, 770, 258, 805]
term-item: (ঘ) মুক্তিযোদ্ধার পুত্র-কন্যা হিসেবে চাকুরীপ্রার্থীকে মুক্তিযোদ্ধা পিতা/মাতার মুক্তিযোদ্ধা সনদপত্র (যা যথাযথভাবে উপযুক্ত কর্তৃপক্ষ কর্তৃক স্বাক্ষরিত ও প্রতিস্বাক্ষরিত);: [830, 1454, 1465, 1466]
para-07: ০৭। একজন আবেদনকারী শুধুমাত্র একটি পদের বিপরীতে আবেদন করতে পারবেন।: [51, 1839, 380, 1852]
para-05: ০৫। আবেদনকারীর নাম, পিতার নাম, মাতার নাম, জন্ম তারিখ ও নিজ জেলাসহ অন্যান্য সকল তথ্য সংশ্লিষ্ট সনদের সাথে মিল রেখে নির্ভুলভাবে লিখতে হবে। অন্যথায় আবেদন ফরম এবং পরবর্তীতে নিয়োগ বাতিল বলে গণ্য হবে।: [51, 1786, 777, 1813]
corporate-corner-letter: র: [1228, 934, 1246, 951]
signer-office: পোস্টাল একাডেমী, রাজশাহী-৬২০৩।: [1290, 2298, 1457, 2310]
table-cell-count: ০১: [223, 495, 258, 573]
memo-date: [610, 266, 777, 309]
application-period: আবেদনের সময়সীমা নিম্নরূপ:: [51, 1111, 169, 1123]
news-headline: শাহজালালে পিসিআর: [812, 119, 1166, 154]
para-04-h: (জ) শুধুমাত্র টেলিটক প্রি-পেইড মোবাইল ফোন হতে প্রার্থীগণ নিম্নবর্ণিত SMS পদ্ধতি অনুসরণ করে নিজ নিজ User ID, Serial এবং PIN পুনরুদ্ধার করতে পারবেন।: [51, 1694, 704, 1707]
website-secondary: ওয়েবসাইট: www.postalacademy.rajshahidiv.gov.bd: [172, 220, 656, 240]
term-item: (ঞ) ক্রমিক ০৪ এ বর্ণিত পদের প্রার্থীর ক্ষেত্রে ড্রাইভিং লাইসেন্স এবং অভিজ্ঞতার প্রমাণক;: [830, 1613, 1184, 1625]
term-item: ০৯। নিয়োগের ক্ষেত্রে সরকার কর্তৃক ঘোষিত সকল কোটা পদ্ধতি অনুসরণ করা হবে।: [830, 1258, 1157, 1271]
table-cell-age: ১৮-৩০ বছর: [258, 805, 327, 882]
term-item: ১২। প্রার্থী কর্তৃক প্রদত্ত কোন তথ্য বা দাখিলকৃত কাগজপত্র জাল, মিথ্যা বা ভুয়া প্রমাণিত হলে কিংবা পরীক্ষায় নকল বা অসদুপায় অবলম্বন করলে সংশ্লিষ্ট প্রার্থীর প্রার্থিতা বাতিল করা হবে এবং তার বিরুদ্ধে আইনানুগ ব্যবস্থা গ্রহণ করা হবে। মৌখিক পরীক্ষার সময় নিম্নবর্ণিত কাগজপত্রের মূলকপি প্রদর্শনপূর্বক প্রতিটির একটি করে সত্যায়িত ফটোকপি দাখিল করতে হবে:: [830, 1337, 1518, 1380]
notice-header: [51, 135, 777, 256]
col-age: বয়স (২৫-০৩-২০২০ খ্রি: পর্যন্ত): [258, 427, 327, 474]
term-item: (খ) প্রার্থী যে ইউনিয়ন/পৌরসভা/সিটি কর্পোরেশনের বাসিন্দা সেই ইউনিয়ন পরিষদের চেয়ারম্যান/পৌরসভার মেয়র/ওয়ার্ড কাউন্সিলর কর্তৃক প্রদত্ত নাগরিকত্বের সনদপত্র;: [830, 1411, 1484, 1423]
signer-name: (মোহাম্মদ মনিরুজ্জামান): [1320, 2213, 1426, 2226]
table-cell-post: হোস্টেল এ্যাটেনডেন্ট গ্রেড - ২০ (স্কেল ৮২৫০-২০০১০): [94, 805, 223, 882]
table-cell-age: ১৮-৩০ বছর: [258, 573, 327, 608]
table-cell-qual: কোন স্বীকৃত বোর্ড হতে বাণিজ্য বিভাগে উচ্চ মাধ্যমিক সার্টিফিকেট বা সমমানের পরীক্ষায় উত্তীর্ণ।: [326, 608, 655, 672]
table-cell-count: ০১: [223, 608, 258, 672]
